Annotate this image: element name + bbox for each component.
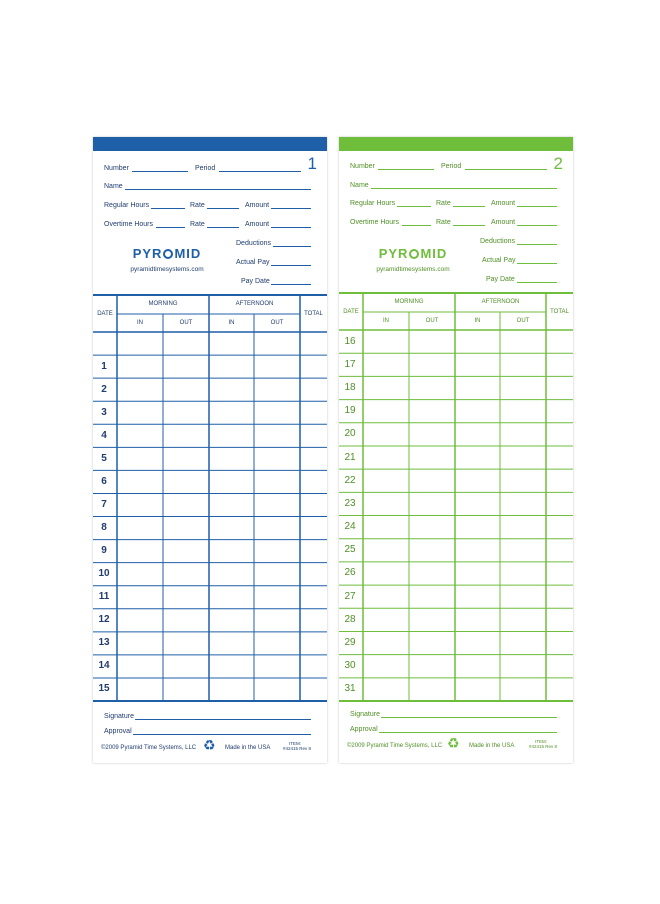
regular-hours-field[interactable] [151, 208, 185, 209]
time-card-2 [339, 137, 573, 763]
number-label: Number [104, 165, 129, 172]
morning-in-header: IN [383, 318, 389, 324]
day-label: 2 [101, 383, 107, 395]
period-field[interactable] [465, 169, 547, 170]
time-table [93, 294, 327, 702]
signature-field[interactable] [135, 719, 311, 720]
period-label: Period [195, 165, 216, 172]
deductions-label: Deductions [236, 240, 272, 247]
card-top-bar [339, 137, 573, 151]
date-header: DATE [343, 309, 359, 315]
signature-label: Signature [350, 711, 380, 718]
approval-label: Approval [350, 726, 378, 733]
day-label: 27 [344, 590, 356, 602]
item-code: #42415 Rev 8 [283, 746, 312, 751]
overtime-hours-label: Overtime Hours [104, 221, 154, 228]
website-url: pyramidtimesystems.com [130, 266, 204, 273]
deductions-field[interactable] [517, 244, 557, 245]
pyramid-logo [117, 247, 217, 274]
name-label: Name [350, 182, 369, 189]
card-number: 2 [553, 154, 563, 173]
item-code: #42415 Rev 8 [529, 744, 558, 749]
name-field[interactable] [125, 189, 311, 190]
rate-label: Rate [436, 219, 451, 226]
overtime-hours-field[interactable] [402, 225, 431, 226]
signature-label: Signature [104, 713, 134, 720]
day-label: 18 [344, 381, 356, 393]
total-header: TOTAL [304, 311, 323, 317]
day-label: 30 [344, 660, 356, 672]
recycle-icon: ♻ [203, 737, 216, 753]
item-label: ITEM: [535, 739, 547, 744]
morning-out-header: OUT [179, 320, 193, 326]
day-label: 5 [101, 452, 107, 464]
copyright-text: ©2009 Pyramid Time Systems, LLC [101, 745, 197, 751]
recycle-icon: ♻ [447, 735, 460, 751]
approval-field[interactable] [133, 734, 311, 735]
time-table-lines [93, 294, 327, 702]
amount-label: Amount [491, 219, 516, 226]
pyramid-logo [363, 247, 463, 274]
logo-text: PYR MID [378, 246, 448, 261]
afternoon-header: AFTERNOON [481, 299, 520, 305]
approval-field[interactable] [379, 732, 557, 733]
number-label: Number [350, 163, 375, 170]
amount-field[interactable] [517, 225, 557, 226]
logo-ring-icon [409, 249, 419, 259]
day-label: 7 [101, 498, 107, 510]
day-label: 17 [344, 358, 356, 370]
day-label: 9 [101, 545, 107, 557]
rate-field[interactable] [207, 227, 239, 228]
day-label: 25 [344, 544, 356, 556]
day-label: 8 [101, 522, 107, 534]
made-in-usa-text: Made in the USA [225, 745, 271, 751]
afternoon-header: AFTERNOON [235, 301, 274, 307]
time-table [339, 292, 573, 702]
day-label: 11 [98, 591, 110, 603]
day-label: 10 [98, 568, 110, 580]
day-label: 22 [344, 474, 356, 486]
number-field[interactable] [378, 169, 434, 170]
signature-field[interactable] [381, 717, 557, 718]
overtime-hours-field[interactable] [156, 227, 185, 228]
time-card-1 [93, 137, 327, 763]
actual-pay-field[interactable] [271, 265, 311, 266]
copyright-text: ©2009 Pyramid Time Systems, LLC [347, 743, 443, 749]
regular-hours-label: Regular Hours [104, 202, 150, 209]
morning-out-header: OUT [425, 318, 439, 324]
rate-label: Rate [190, 202, 205, 209]
day-label: 26 [344, 567, 356, 579]
afternoon-in-header: IN [474, 318, 481, 324]
afternoon-out-header: OUT [516, 318, 530, 324]
actual-pay-label: Actual Pay [236, 259, 270, 266]
card-top-bar [93, 137, 327, 151]
deductions-field[interactable] [273, 246, 311, 247]
day-label: 4 [101, 429, 107, 441]
morning-header: MORNING [148, 301, 178, 307]
day-label: 28 [344, 613, 356, 625]
day-label: 19 [344, 405, 356, 417]
card-number: 1 [307, 154, 317, 173]
number-field[interactable] [132, 171, 188, 172]
pay-date-label: Pay Date [241, 278, 270, 285]
overtime-hours-label: Overtime Hours [350, 219, 400, 226]
day-label: 14 [98, 660, 110, 672]
day-label: 3 [101, 406, 107, 418]
time-table-lines [339, 292, 573, 702]
rate-field[interactable] [453, 225, 485, 226]
period-label: Period [441, 163, 462, 170]
amount-label: Amount [245, 221, 270, 228]
date-header: DATE [97, 311, 113, 317]
period-field[interactable] [219, 171, 301, 172]
actual-pay-label: Actual Pay [482, 257, 516, 264]
day-label: 31 [344, 683, 356, 695]
website-url: pyramidtimesystems.com [376, 266, 450, 273]
day-label: 23 [344, 497, 356, 509]
regular-hours-field[interactable] [397, 206, 431, 207]
name-field[interactable] [371, 188, 557, 189]
afternoon-out-header: OUT [270, 320, 284, 326]
amount-label: Amount [245, 202, 270, 209]
day-label: 21 [344, 451, 356, 463]
name-label: Name [104, 183, 123, 190]
afternoon-in-header: IN [228, 320, 235, 326]
amount-label: Amount [491, 200, 516, 207]
amount-field[interactable] [271, 227, 311, 228]
approval-label: Approval [104, 728, 132, 735]
pay-date-field[interactable] [271, 284, 311, 285]
rate-field[interactable] [453, 206, 485, 207]
total-header: TOTAL [550, 309, 569, 315]
logo-text: PYR MID [132, 246, 202, 261]
actual-pay-field[interactable] [517, 263, 557, 264]
morning-in-header: IN [137, 320, 143, 326]
day-label: 16 [344, 335, 356, 347]
rate-label: Rate [190, 221, 205, 228]
regular-hours-label: Regular Hours [350, 200, 396, 207]
deductions-label: Deductions [480, 238, 516, 245]
day-label: 6 [101, 475, 107, 487]
logo-ring-icon [163, 249, 173, 259]
day-label: 1 [101, 360, 107, 372]
amount-field[interactable] [517, 206, 557, 207]
day-label: 29 [344, 637, 356, 649]
day-label: 15 [98, 683, 110, 695]
day-label: 13 [98, 637, 110, 649]
rate-field[interactable] [207, 208, 239, 209]
pay-date-label: Pay Date [486, 276, 515, 283]
morning-header: MORNING [394, 299, 424, 305]
pay-date-field[interactable] [517, 282, 557, 283]
item-label: ITEM: [289, 741, 301, 746]
day-label: 20 [344, 428, 356, 440]
made-in-usa-text: Made in the USA [469, 743, 515, 749]
amount-field[interactable] [271, 208, 311, 209]
rate-label: Rate [436, 200, 451, 207]
day-label: 24 [344, 521, 356, 533]
day-label: 12 [98, 614, 110, 626]
